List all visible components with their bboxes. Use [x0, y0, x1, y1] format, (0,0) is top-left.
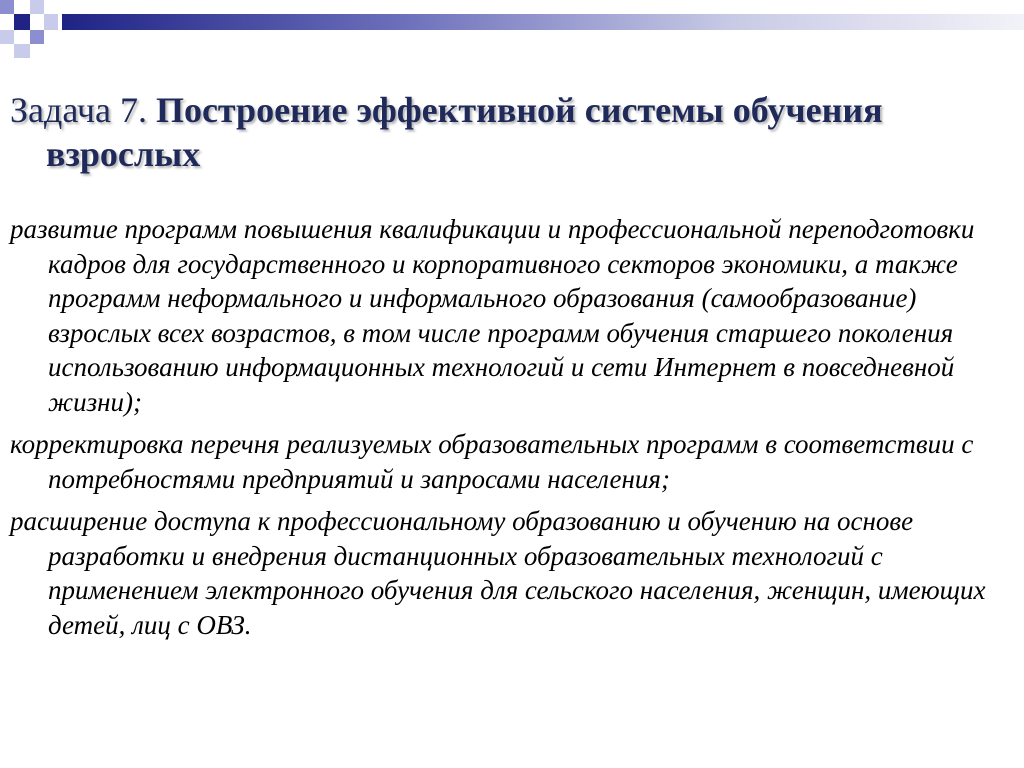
header-gradient-bar — [62, 14, 1024, 30]
body-paragraph: расширение доступа к профессиональному образованию и обучению на основе разработки и внедрения дистанционных образовательных технологий с применением электронного обучения для сельского населения, женщин, имеющих детей, лиц с ОВЗ. — [10, 506, 986, 640]
decorative-square — [30, 0, 44, 14]
slide-title — [10, 88, 1024, 176]
decorative-square — [30, 14, 44, 30]
title-prefix: Задача 7. — [10, 90, 156, 130]
decorative-square — [44, 14, 58, 30]
body-paragraph: развитие программ повышения квалификации и профессиональной переподготовки кадров для государственного и корпоративного секторов экономики, а также программ неформального и информального образования (самообразование) взрослых всех возрастов, в том числе программ обучения старшего поколения использованию информационных технологий и сети Интернет в повседневной жизни); — [10, 214, 975, 417]
slide-body — [10, 212, 1014, 650]
decorative-square — [14, 30, 30, 44]
decorative-square — [14, 14, 30, 30]
title-main: Построение эффективной системы обучения взрослых — [46, 90, 883, 174]
body-paragraph: корректировка перечня реализуемых образовательных программ в соответствии с потребностями предприятий и запросами населения; — [10, 429, 974, 494]
decorative-square — [14, 0, 30, 14]
decorative-square — [14, 44, 30, 58]
decorative-square — [30, 30, 44, 44]
decorative-square — [0, 14, 14, 30]
decorative-square — [0, 0, 14, 14]
decorative-square — [0, 30, 14, 44]
